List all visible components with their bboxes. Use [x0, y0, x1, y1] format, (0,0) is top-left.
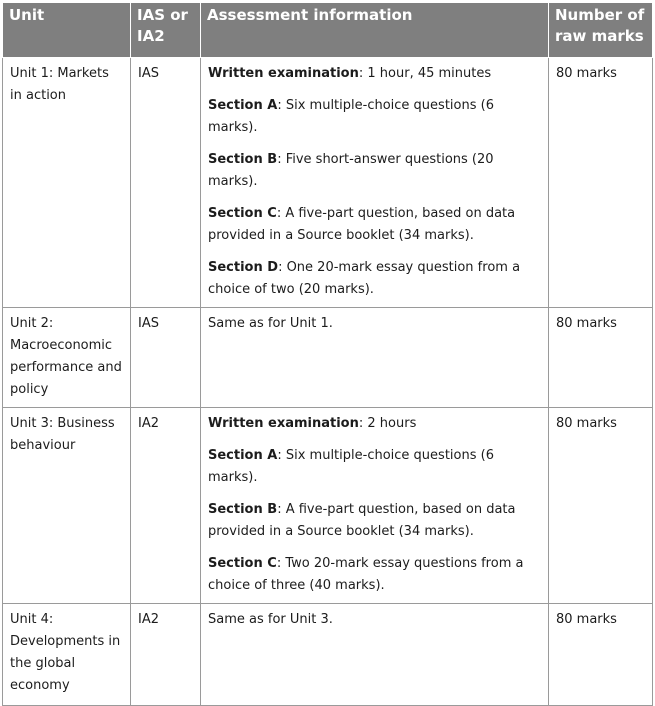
info-line-heading: Section B	[208, 502, 278, 517]
marks-cell: 80 marks	[549, 604, 653, 706]
info-line-text: : 1 hour, 45 minutes	[358, 66, 492, 81]
info-line-text: : Six multiple-choice questions (6 marks).	[208, 448, 494, 485]
level-cell: IAS	[131, 308, 201, 408]
level-cell: IA2	[131, 408, 201, 604]
info-line	[208, 63, 542, 85]
info-line-text: : 2 hours	[358, 416, 417, 431]
info-line-heading: Written examination	[208, 416, 359, 431]
info-line-heading: Section B	[208, 152, 278, 167]
assessment-info-cell	[201, 58, 549, 308]
info-line-heading: Section C	[208, 556, 277, 571]
header-raw-marks: Number of raw marks	[549, 3, 653, 58]
header-assessment-information: Assessment information	[201, 3, 549, 58]
info-line-text: Same as for Unit 1.	[208, 316, 333, 331]
info-line-heading: Section A	[208, 448, 278, 463]
table-row	[3, 604, 653, 706]
table-body	[3, 58, 653, 706]
info-line-heading: Section A	[208, 98, 278, 113]
unit-cell: Unit 1: Markets in action	[3, 58, 131, 308]
header-unit: Unit	[3, 3, 131, 58]
info-line	[208, 609, 542, 631]
table-header	[3, 3, 653, 58]
table-row	[3, 308, 653, 408]
unit-cell: Unit 3: Business behaviour	[3, 408, 131, 604]
table-row	[3, 58, 653, 308]
marks-cell: 80 marks	[549, 408, 653, 604]
marks-cell: 80 marks	[549, 308, 653, 408]
info-line	[208, 553, 542, 597]
info-line-heading: Written examination	[208, 66, 359, 81]
info-line	[208, 313, 542, 335]
header-level: IAS or IA2	[131, 3, 201, 58]
info-line	[208, 203, 542, 247]
info-line-text: : Five short-answer questions (20 marks).	[208, 152, 494, 189]
info-line	[208, 257, 542, 301]
info-line	[208, 445, 542, 489]
assessment-table	[2, 2, 653, 706]
info-line	[208, 413, 542, 435]
unit-cell: Unit 4: Developments in the global economy	[3, 604, 131, 706]
level-cell: IA2	[131, 604, 201, 706]
info-line-text: : A five-part question, based on data provided in a Source booklet (34 marks).	[208, 206, 516, 243]
info-line-text: : Six multiple-choice questions (6 marks).	[208, 98, 494, 135]
assessment-info-cell	[201, 308, 549, 408]
info-line-heading: Section D	[208, 260, 279, 275]
assessment-info-cell	[201, 604, 549, 706]
header-row	[3, 3, 653, 58]
info-line-text: : One 20-mark essay question from a choice of two (20 marks).	[208, 260, 521, 297]
unit-cell: Unit 2: Macroeconomic performance and policy	[3, 308, 131, 408]
info-line-text: Same as for Unit 3.	[208, 612, 333, 627]
level-cell: IAS	[131, 58, 201, 308]
table-row	[3, 408, 653, 604]
info-line	[208, 499, 542, 543]
info-line-heading: Section C	[208, 206, 277, 221]
info-line-text: : Two 20-mark essay questions from a choice of three (40 marks).	[208, 556, 524, 593]
info-line	[208, 149, 542, 193]
marks-cell: 80 marks	[549, 58, 653, 308]
assessment-info-cell	[201, 408, 549, 604]
info-line-text: : A five-part question, based on data provided in a Source booklet (34 marks).	[208, 502, 516, 539]
info-line	[208, 95, 542, 139]
